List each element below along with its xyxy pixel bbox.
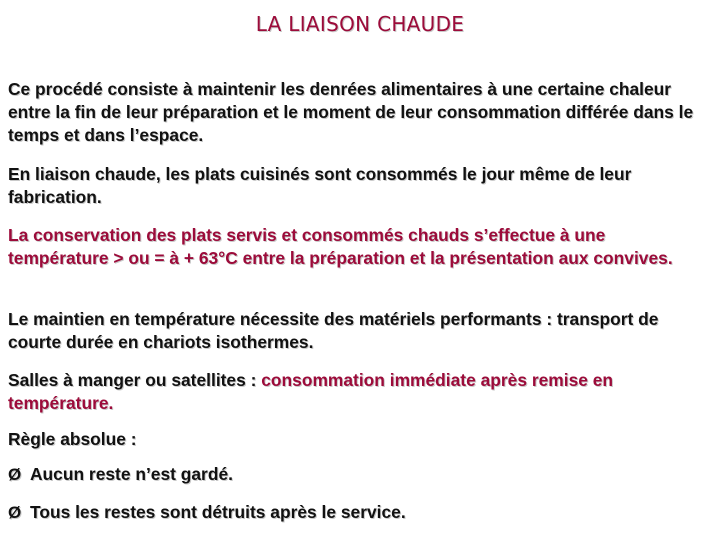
- arrow-bullet-icon: Ø: [8, 503, 22, 522]
- dining-rooms-highlight: consommation immédiate après remise en température.: [8, 370, 614, 413]
- page-title: LA LIAISON CHAUDE: [255, 12, 465, 36]
- bullet-text: Tous les restes sont détruits après le service.: [30, 502, 406, 522]
- paragraph-same-day: En liaison chaude, les plats cuisinés sont consommés le jour même de leur fabrication.: [8, 164, 632, 207]
- paragraph-equipment: Le maintien en température nécessite des matériels performants : transport de courte durée en chariots isothermes.: [8, 309, 659, 352]
- arrow-bullet-icon: Ø: [8, 465, 22, 484]
- paragraph-definition: Ce procédé consiste à maintenir les denrées alimentaires à une certaine chaleur entre la fin de leur préparation et le moment de leur consommation différée dans le temps et dans l’espace.: [8, 79, 694, 145]
- paragraph-dining-rooms: [8, 369, 708, 415]
- paragraph-temperature-rule: La conservation des plats servis et consommés chauds s’effectue à une température > ou = à + 63°C entre la préparation et la présentation aux convives.: [8, 225, 673, 268]
- bullet-item-destroy-leftovers: [8, 501, 406, 524]
- bullet-text: Aucun reste n’est gardé.: [30, 464, 233, 484]
- rule-label: Règle absolue :: [8, 429, 137, 449]
- bullet-item-no-leftovers: [8, 463, 233, 486]
- dining-rooms-prefix: Salles à manger ou satellites :: [8, 370, 262, 390]
